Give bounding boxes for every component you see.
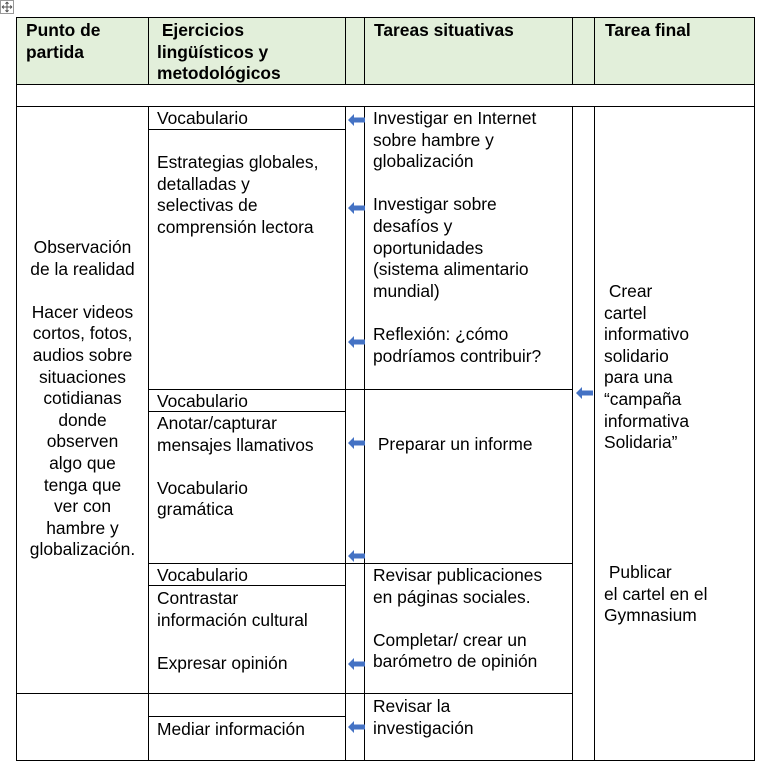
- grid-line: [148, 106, 149, 761]
- ejercicio-anotar: Anotar/capturar mensajes llamativos Vocabulario gramática: [157, 413, 314, 520]
- grid-line: [16, 106, 755, 107]
- header-ejercicios: Ejercicios lingüísticos y metodológicos: [157, 20, 281, 84]
- header-bg-5: [573, 18, 594, 84]
- arrow-left-icon: [576, 387, 593, 399]
- punto-de-partida-text: Observación de la realidad Hacer videos cortos, fotos, audios sobre situaciones cotidianas donde observen algo que tenga que ver con hambre y globalización.: [29, 237, 136, 560]
- header-bg-3: [346, 18, 364, 84]
- grid-line: [148, 563, 573, 564]
- move-icon: [1, 1, 13, 13]
- tarea-revisar-investigacion: Revisar la investigación: [373, 696, 474, 738]
- ejercicio-contrastar: Contrastar información cultural Expresar opinión: [157, 588, 308, 673]
- ejercicio-vocabulario-1: Vocabulario: [157, 108, 248, 128]
- grid-line: [754, 17, 755, 761]
- arrow-left-icon: [348, 336, 365, 348]
- tarea-final-publicar: Publicar el cartel en el Gymnasium: [604, 562, 708, 626]
- grid-line: [16, 84, 755, 85]
- arrow-left-icon: [348, 550, 365, 562]
- header-tareas-situativas: Tareas situativas: [374, 20, 514, 40]
- tarea-investigar: Investigar en Internet sobre hambre y globalización Investigar sobre desafíos y oportunidades (sistema alimentario mundial) Reflexión: ¿cómo podríamos contribuir?: [373, 108, 542, 366]
- ejercicio-estrategias: Estrategias globales, detalladas y selectivas de comprensión lectora: [157, 152, 319, 237]
- grid-line: [148, 389, 573, 390]
- grid-line: [345, 17, 346, 85]
- header-tarea-final: Tarea final: [605, 20, 691, 40]
- grid-line: [364, 17, 365, 85]
- arrow-left-icon: [348, 114, 365, 126]
- table-move-handle[interactable]: [0, 0, 14, 14]
- header-punto-de-partida: Punto de partida: [26, 20, 101, 62]
- arrow-left-icon: [348, 437, 365, 449]
- grid-line: [148, 716, 346, 717]
- arrow-left-icon: [348, 658, 365, 670]
- ejercicio-mediar: Mediar información: [157, 719, 305, 739]
- grid-line: [345, 106, 346, 761]
- grid-line: [594, 106, 595, 761]
- tarea-final-crear-cartel: Crear cartel informativo solidario para una “campaña informativa Solidaria”: [604, 281, 690, 453]
- grid-line: [572, 106, 573, 761]
- tarea-preparar-informe: Preparar un informe: [373, 434, 533, 454]
- grid-line: [16, 760, 755, 761]
- grid-line: [594, 17, 595, 85]
- grid-line: [16, 17, 755, 18]
- arrow-left-icon: [348, 721, 365, 733]
- ejercicio-vocabulario-2: Vocabulario: [157, 391, 248, 411]
- grid-line: [148, 17, 149, 85]
- ejercicio-vocabulario-3: Vocabulario: [157, 565, 248, 585]
- grid-line: [572, 17, 573, 85]
- grid-line: [16, 693, 573, 694]
- tarea-revisar-publicaciones: Revisar publicaciones en páginas sociales. Completar/ crear un barómetro de opinión: [373, 565, 543, 672]
- arrow-left-icon: [348, 202, 365, 214]
